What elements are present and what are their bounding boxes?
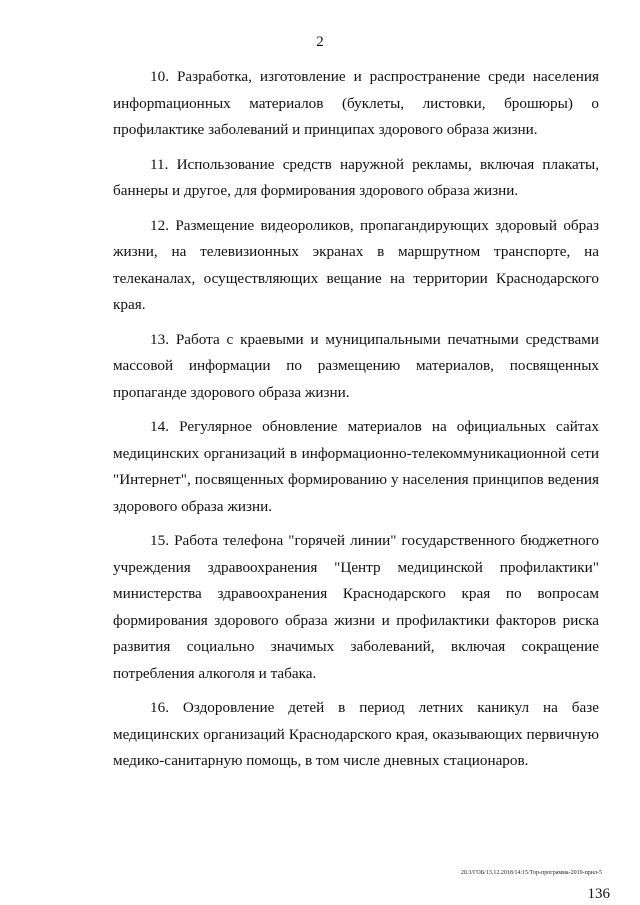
sheet-number: 136 xyxy=(587,886,610,902)
document-code: 20.3/ГОБ/13.12.2018/14:15/Тор-программа-2019-прил-5 xyxy=(460,870,602,876)
paragraph-item-12: 12. Размещение видеороликов, пропагандирующих здоровый образ жизни, на телевизионных экранах в маршрутном транспорте, на телеканалах, осуществляющих вещание на территории Краснодарского края. xyxy=(113,216,599,313)
paragraph-item-15: 15. Работа телефона "горячей линии" государственного бюджетного учреждения здравоохранения "Центр медицинской профилактики" министерства здравоохранения Краснодарского края по вопросам формирования здорового образа жизни и профилактики факторов риска развития социально значимых заболеваний, включая сокращение потребления алкоголя и табака. xyxy=(113,532,599,682)
paragraph-item-10: 10. Разработка, изготовление и распространение среди населения инфорmационных материалов (буклеты, листовки, брошюры) о профилактике заболеваний и принципах здорового образа жизни. xyxy=(113,68,599,138)
paragraph-item-16: 16. Оздоровление детей в период летних каникул на базе медицинских организаций Краснодарского края, оказывающих первичную медико-санитарную помощь, в том числе дневных стационаров. xyxy=(113,699,599,769)
page-number: 2 xyxy=(316,34,324,50)
paragraph-item-14: 14. Регулярное обновление материалов на официальных сайтах медицинских организаций в информационно-телекоммуникационной сети "Интернет", посвященных формированию у населения принципов ведения здорового образа жизни. xyxy=(113,418,599,515)
paragraph-item-13: 13. Работа с краевыми и муниципальными печатными средствами массовой информации по размещению материалов, посвященных пропаганде здорового образа жизни. xyxy=(113,330,599,401)
paragraph-item-11: 11. Использование средств наружной рекламы, включая плакаты, баннеры и другое, для формирования здорового образа жизни. xyxy=(113,155,599,199)
document-body xyxy=(113,64,599,783)
